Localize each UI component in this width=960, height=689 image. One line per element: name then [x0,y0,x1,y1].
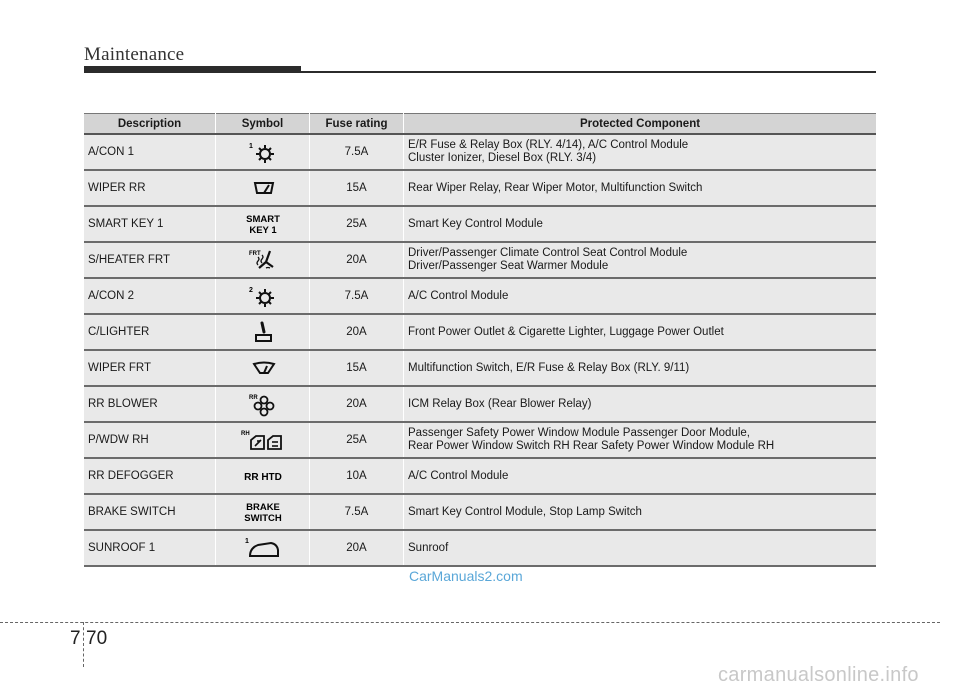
power-window-rh-icon [238,426,288,454]
ac-fan-2-icon [243,282,283,310]
cell-protected-component [404,206,877,242]
component-line: Driver/Passenger Climate Control Seat Control Module [408,247,688,259]
table-row [84,422,876,458]
cell-description: RR DEFOGGER [84,458,216,494]
ac-fan-1-icon [243,138,283,166]
footer-divider [0,622,940,623]
cell-symbol [216,494,310,530]
cell-symbol [216,278,310,314]
page-chapter-number: 7 [70,628,81,649]
symbol-text-line: RH [240,431,250,437]
cell-protected-component [404,242,877,278]
cell-description: SMART KEY 1 [84,206,216,242]
cell-symbol [216,530,310,566]
cell-protected-component [404,134,877,170]
fuse-table [84,113,876,567]
table-row [84,206,876,242]
cell-protected-component [404,386,877,422]
component-line: A/C Control Module [408,469,509,482]
cell-symbol [216,242,310,278]
cell-protected-component [404,494,877,530]
cell-symbol [216,170,310,206]
cell-symbol [216,458,310,494]
component-line: Multifunction Switch, E/R Fuse & Relay Box (RLY. 9/11) [408,361,690,374]
sunroof-1-icon [241,534,285,562]
component-line: Sunroof [408,541,449,554]
svg-text:2: 2 [248,287,253,294]
cell-protected-component [404,350,877,386]
cell-protected-component [404,278,877,314]
footer-vertical-divider [83,622,84,667]
cell-description: RR BLOWER [84,386,216,422]
seat-heater-front-icon [243,246,283,274]
front-wiper-icon [243,354,283,382]
svg-text:1: 1 [244,538,249,545]
cell-symbol [216,314,310,350]
table-row [84,458,876,494]
cell-description: A/CON 2 [84,278,216,314]
component-line: A/C Control Module [408,289,509,302]
cell-symbol [216,386,310,422]
component-line: Smart Key Control Module, Stop Lamp Switch [408,505,642,518]
cell-fuse-rating: 20A [310,530,404,566]
cell-description: P/WDW RH [84,422,216,458]
cell-symbol [216,134,310,170]
rear-wiper-icon [243,174,283,202]
table-row [84,242,876,278]
cell-symbol [216,350,310,386]
symbol-text-line: RR HTD [243,472,282,483]
cell-protected-component [404,170,877,206]
header-rule-thin [301,71,876,73]
cell-fuse-rating: 25A [310,206,404,242]
cell-symbol [216,422,310,458]
cell-protected-component [404,530,877,566]
cell-fuse-rating: 7.5A [310,134,404,170]
component-line: Passenger Safety Power Window Module Passenger Door Module, [408,427,750,439]
cell-description: BRAKE SWITCH [84,494,216,530]
component-line: E/R Fuse & Relay Box (RLY. 4/14), A/C Control Module [408,139,689,151]
header-rule-thick [84,66,301,73]
table-row [84,278,876,314]
component-line: ICM Relay Box (Rear Blower Relay) [408,397,592,410]
component-line: Cluster Ionizer, Diesel Box (RLY. 3/4) [408,152,597,164]
table-row [84,314,876,350]
symbol-text-line: FRT [248,251,261,257]
cell-description: A/CON 1 [84,134,216,170]
cell-fuse-rating: 20A [310,314,404,350]
table-row [84,350,876,386]
symbol-text-line: BRAKE [245,502,280,513]
cigarette-lighter-icon [243,318,283,346]
watermark-carmanuals2[interactable]: CarManuals2.com [409,568,523,584]
cell-protected-component [404,458,877,494]
cell-protected-component [404,422,877,458]
table-row [84,134,876,170]
cell-fuse-rating: 7.5A [310,494,404,530]
cell-fuse-rating: 25A [310,422,404,458]
rr-htd-label [234,462,292,490]
rear-blower-icon [243,390,283,418]
cell-protected-component [404,314,877,350]
page-number: 70 [86,628,108,649]
component-line: Front Power Outlet & Cigarette Lighter, Luggage Power Outlet [408,325,724,338]
cell-fuse-rating: 7.5A [310,278,404,314]
cell-symbol [216,206,310,242]
brake-switch-label [237,498,289,526]
table-header-row [84,114,876,135]
cell-description: SUNROOF 1 [84,530,216,566]
page-header-title: Maintenance [84,44,185,65]
column-header-description: Description [84,114,216,135]
cell-description: S/HEATER FRT [84,242,216,278]
table-row [84,386,876,422]
symbol-text-line: SWITCH [243,513,282,524]
column-header-symbol: Symbol [216,114,310,135]
component-line: Rear Power Window Switch RH Rear Safety Power Window Module RH [408,440,775,452]
symbol-text-line: SMART [245,214,280,225]
smart-key-1-label [239,210,287,238]
component-line: Rear Wiper Relay, Rear Wiper Motor, Multifunction Switch [408,181,703,194]
component-line: Smart Key Control Module [408,217,543,230]
table-row [84,170,876,206]
cell-fuse-rating: 15A [310,170,404,206]
cell-fuse-rating: 10A [310,458,404,494]
cell-fuse-rating: 20A [310,242,404,278]
watermark-carmanualsonline: carmanualsonline.info [718,664,919,686]
cell-description: C/LIGHTER [84,314,216,350]
table-row [84,530,876,566]
column-header-fuse-rating: Fuse rating [310,114,404,135]
cell-fuse-rating: 15A [310,350,404,386]
cell-fuse-rating: 20A [310,386,404,422]
symbol-text-line: KEY 1 [248,225,277,236]
table-row [84,494,876,530]
cell-description: WIPER RR [84,170,216,206]
svg-text:1: 1 [248,143,253,150]
column-header-protected-component: Protected Component [404,114,877,135]
symbol-text-line: RR [248,395,258,401]
cell-description: WIPER FRT [84,350,216,386]
component-line: Driver/Passenger Seat Warmer Module [408,260,609,272]
